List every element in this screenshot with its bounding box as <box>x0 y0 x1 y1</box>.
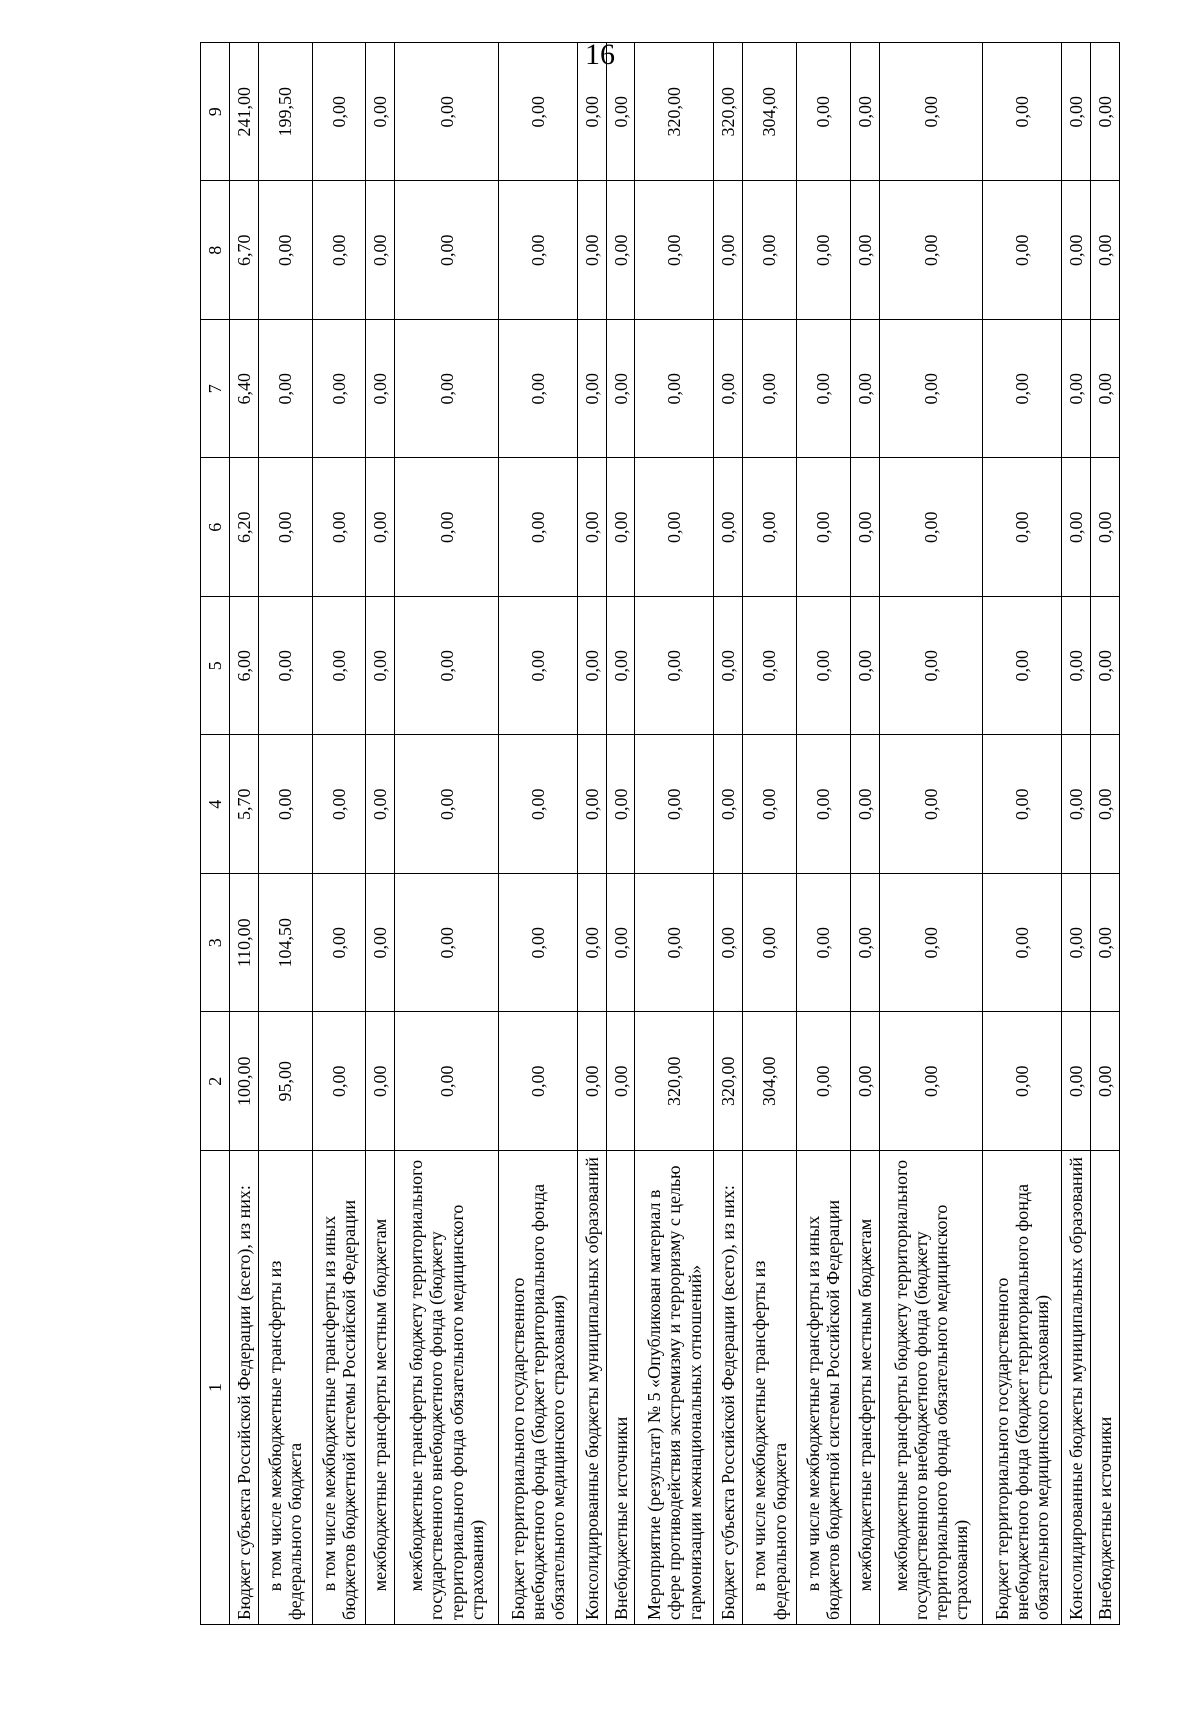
cell-value: 0,00 <box>635 597 714 736</box>
row-label: межбюджетные трансферты бюджету территориального государственного внебюджетного фонда (бюджету территориального фонда обязательного медицинского страхования) <box>879 1151 983 1625</box>
cell-value: 95,00 <box>258 1012 312 1151</box>
cell-value: 5,70 <box>230 735 259 874</box>
row-label: Бюджет территориального государственного внебюджетного фонда (бюджет территориального фонда обязательного медицинского страхования) <box>983 1151 1062 1625</box>
cell-value: 0,00 <box>983 43 1062 182</box>
table-row <box>577 43 606 1625</box>
row-label: межбюджетные трансферты бюджету территориального государственного внебюджетного фонда (бюджету территориального фонда обязательного медицинского страхования) <box>395 1151 499 1625</box>
cell-value: 100,00 <box>230 1012 259 1151</box>
cell-value: 0,00 <box>366 320 395 459</box>
cell-value: 0,00 <box>879 735 983 874</box>
cell-value: 0,00 <box>983 874 1062 1013</box>
table-row <box>499 43 578 1625</box>
cell-value: 0,00 <box>1062 1012 1091 1151</box>
cell-value: 0,00 <box>312 597 366 736</box>
row-label: Внебюджетные источники <box>1091 1151 1120 1625</box>
table-row <box>366 43 395 1625</box>
cell-value: 0,00 <box>743 320 797 459</box>
cell-value: 0,00 <box>312 43 366 182</box>
cell-value: 0,00 <box>1091 597 1120 736</box>
cell-value: 0,00 <box>983 735 1062 874</box>
row-label: в том числе межбюджетные трансферты из федерального бюджета <box>258 1151 312 1625</box>
cell-value: 0,00 <box>714 320 743 459</box>
table-row <box>743 43 797 1625</box>
table-row <box>714 43 743 1625</box>
cell-value: 0,00 <box>312 181 366 320</box>
cell-value: 320,00 <box>714 1012 743 1151</box>
row-label: Бюджет территориального государственного внебюджетного фонда (бюджет территориального фонда обязательного медицинского страхования) <box>499 1151 578 1625</box>
cell-value: 0,00 <box>395 458 499 597</box>
cell-value: 0,00 <box>983 1012 1062 1151</box>
cell-value: 0,00 <box>635 320 714 459</box>
cell-value: 0,00 <box>577 874 606 1013</box>
row-label: Бюджет субъекта Российской Федерации (всего), из них: <box>714 1151 743 1625</box>
cell-value: 0,00 <box>983 181 1062 320</box>
cell-value: 0,00 <box>606 320 635 459</box>
cell-value: 0,00 <box>879 43 983 182</box>
table-row <box>1091 43 1120 1625</box>
column-header-8: 8 <box>201 181 230 320</box>
cell-value: 0,00 <box>1062 597 1091 736</box>
cell-value: 0,00 <box>796 597 850 736</box>
column-header-6: 6 <box>201 458 230 597</box>
column-header-5: 5 <box>201 597 230 736</box>
cell-value: 0,00 <box>983 597 1062 736</box>
cell-value: 0,00 <box>1091 874 1120 1013</box>
row-label: межбюджетные трансферты местным бюджетам <box>366 1151 395 1625</box>
cell-value: 0,00 <box>577 181 606 320</box>
cell-value: 0,00 <box>714 181 743 320</box>
column-header-7: 7 <box>201 320 230 459</box>
cell-value: 0,00 <box>743 181 797 320</box>
cell-value: 304,00 <box>743 43 797 182</box>
cell-value: 0,00 <box>983 458 1062 597</box>
cell-value: 0,00 <box>714 458 743 597</box>
cell-value: 0,00 <box>743 735 797 874</box>
table-row <box>1062 43 1091 1625</box>
cell-value: 0,00 <box>1062 735 1091 874</box>
cell-value: 0,00 <box>366 874 395 1013</box>
cell-value: 0,00 <box>258 735 312 874</box>
cell-value: 0,00 <box>577 458 606 597</box>
cell-value: 0,00 <box>850 1012 879 1151</box>
table-row <box>879 43 983 1625</box>
cell-value: 0,00 <box>1062 320 1091 459</box>
row-label: Бюджет субъекта Российской Федерации (всего), из них: <box>230 1151 259 1625</box>
row-label: межбюджетные трансферты местным бюджетам <box>850 1151 879 1625</box>
cell-value: 0,00 <box>714 735 743 874</box>
cell-value: 0,00 <box>312 458 366 597</box>
table-row <box>312 43 366 1625</box>
cell-value: 0,00 <box>258 458 312 597</box>
column-header-4: 4 <box>201 735 230 874</box>
cell-value: 0,00 <box>714 597 743 736</box>
cell-value: 0,00 <box>366 597 395 736</box>
cell-value: 241,00 <box>230 43 259 182</box>
column-header-9: 9 <box>201 43 230 182</box>
cell-value: 0,00 <box>499 874 578 1013</box>
cell-value: 0,00 <box>1062 458 1091 597</box>
cell-value: 0,00 <box>635 181 714 320</box>
cell-value: 0,00 <box>606 597 635 736</box>
cell-value: 0,00 <box>743 874 797 1013</box>
cell-value: 320,00 <box>635 1012 714 1151</box>
cell-value: 0,00 <box>1091 320 1120 459</box>
table-row <box>258 43 312 1625</box>
cell-value: 0,00 <box>395 181 499 320</box>
cell-value: 0,00 <box>879 320 983 459</box>
cell-value: 0,00 <box>606 458 635 597</box>
cell-value: 0,00 <box>606 1012 635 1151</box>
cell-value: 0,00 <box>499 181 578 320</box>
cell-value: 0,00 <box>395 874 499 1013</box>
cell-value: 0,00 <box>850 458 879 597</box>
cell-value: 0,00 <box>577 1012 606 1151</box>
cell-value: 0,00 <box>606 43 635 182</box>
table-row <box>850 43 879 1625</box>
cell-value: 0,00 <box>635 458 714 597</box>
cell-value: 0,00 <box>850 181 879 320</box>
cell-value: 0,00 <box>577 597 606 736</box>
cell-value: 0,00 <box>499 320 578 459</box>
cell-value: 320,00 <box>635 43 714 182</box>
cell-value: 0,00 <box>743 597 797 736</box>
cell-value: 0,00 <box>983 320 1062 459</box>
cell-value: 0,00 <box>1062 874 1091 1013</box>
cell-value: 0,00 <box>366 735 395 874</box>
cell-value: 0,00 <box>395 320 499 459</box>
table-row <box>230 43 259 1625</box>
cell-value: 0,00 <box>1091 43 1120 182</box>
cell-value: 0,00 <box>1091 735 1120 874</box>
cell-value: 0,00 <box>879 181 983 320</box>
cell-value: 0,00 <box>796 43 850 182</box>
cell-value: 0,00 <box>1062 181 1091 320</box>
cell-value: 0,00 <box>1091 181 1120 320</box>
cell-value: 0,00 <box>366 458 395 597</box>
cell-value: 0,00 <box>850 874 879 1013</box>
cell-value: 0,00 <box>879 597 983 736</box>
cell-value: 0,00 <box>366 43 395 182</box>
page-number: 16 <box>585 38 615 71</box>
cell-value: 0,00 <box>796 458 850 597</box>
cell-value: 0,00 <box>312 1012 366 1151</box>
budget-table <box>200 42 1120 1625</box>
column-header-1: 1 <box>201 1151 230 1625</box>
cell-value: 0,00 <box>258 181 312 320</box>
cell-value: 0,00 <box>796 735 850 874</box>
header-row <box>201 43 230 1625</box>
cell-value: 0,00 <box>499 458 578 597</box>
row-label: в том числе межбюджетные трансферты из иных бюджетов бюджетной системы Российской Федерации <box>796 1151 850 1625</box>
cell-value: 0,00 <box>743 458 797 597</box>
column-header-3: 3 <box>201 874 230 1013</box>
cell-value: 0,00 <box>796 874 850 1013</box>
cell-value: 0,00 <box>312 735 366 874</box>
cell-value: 0,00 <box>395 1012 499 1151</box>
cell-value: 6,40 <box>230 320 259 459</box>
cell-value: 0,00 <box>796 1012 850 1151</box>
cell-value: 0,00 <box>499 735 578 874</box>
table-row <box>395 43 499 1625</box>
cell-value: 0,00 <box>258 597 312 736</box>
cell-value: 0,00 <box>796 181 850 320</box>
cell-value: 0,00 <box>395 597 499 736</box>
cell-value: 110,00 <box>230 874 259 1013</box>
cell-value: 0,00 <box>796 320 850 459</box>
table-body <box>230 43 1120 1625</box>
cell-value: 6,00 <box>230 597 259 736</box>
cell-value: 0,00 <box>577 43 606 182</box>
row-label: Внебюджетные источники <box>606 1151 635 1625</box>
cell-value: 104,50 <box>258 874 312 1013</box>
cell-value: 0,00 <box>606 181 635 320</box>
cell-value: 0,00 <box>499 597 578 736</box>
cell-value: 320,00 <box>714 43 743 182</box>
cell-value: 0,00 <box>879 874 983 1013</box>
cell-value: 0,00 <box>395 735 499 874</box>
cell-value: 0,00 <box>850 597 879 736</box>
row-label: Консолидированные бюджеты муниципальных образований <box>577 1151 606 1625</box>
cell-value: 0,00 <box>606 874 635 1013</box>
row-label: в том числе межбюджетные трансферты из иных бюджетов бюджетной системы Российской Федерации <box>312 1151 366 1625</box>
cell-value: 0,00 <box>577 735 606 874</box>
cell-value: 0,00 <box>606 735 635 874</box>
cell-value: 0,00 <box>879 458 983 597</box>
cell-value: 0,00 <box>1091 1012 1120 1151</box>
cell-value: 0,00 <box>1062 43 1091 182</box>
cell-value: 0,00 <box>258 320 312 459</box>
cell-value: 0,00 <box>499 43 578 182</box>
cell-value: 0,00 <box>850 320 879 459</box>
cell-value: 0,00 <box>1091 458 1120 597</box>
cell-value: 0,00 <box>312 874 366 1013</box>
cell-value: 0,00 <box>635 735 714 874</box>
cell-value: 0,00 <box>312 320 366 459</box>
cell-value: 0,00 <box>366 1012 395 1151</box>
cell-value: 0,00 <box>395 43 499 182</box>
row-label: Мероприятие (результат) № 5 «Опубликован материал в сфере противодействия экстремизму и терроризму с целью гармонизации межнациональных отношений» <box>635 1151 714 1625</box>
row-label: в том числе межбюджетные трансферты из федерального бюджета <box>743 1151 797 1625</box>
cell-value: 0,00 <box>714 874 743 1013</box>
cell-value: 0,00 <box>879 1012 983 1151</box>
cell-value: 6,70 <box>230 181 259 320</box>
cell-value: 304,00 <box>743 1012 797 1151</box>
rotated-table-container <box>200 43 1120 1625</box>
cell-value: 6,20 <box>230 458 259 597</box>
cell-value: 0,00 <box>499 1012 578 1151</box>
cell-value: 0,00 <box>850 735 879 874</box>
table-row <box>606 43 635 1625</box>
cell-value: 0,00 <box>577 320 606 459</box>
table-row <box>635 43 714 1625</box>
column-header-2: 2 <box>201 1012 230 1151</box>
table-row <box>983 43 1062 1625</box>
cell-value: 0,00 <box>635 874 714 1013</box>
row-label: Консолидированные бюджеты муниципальных образований <box>1062 1151 1091 1625</box>
cell-value: 0,00 <box>850 43 879 182</box>
table-row <box>796 43 850 1625</box>
cell-value: 199,50 <box>258 43 312 182</box>
cell-value: 0,00 <box>366 181 395 320</box>
